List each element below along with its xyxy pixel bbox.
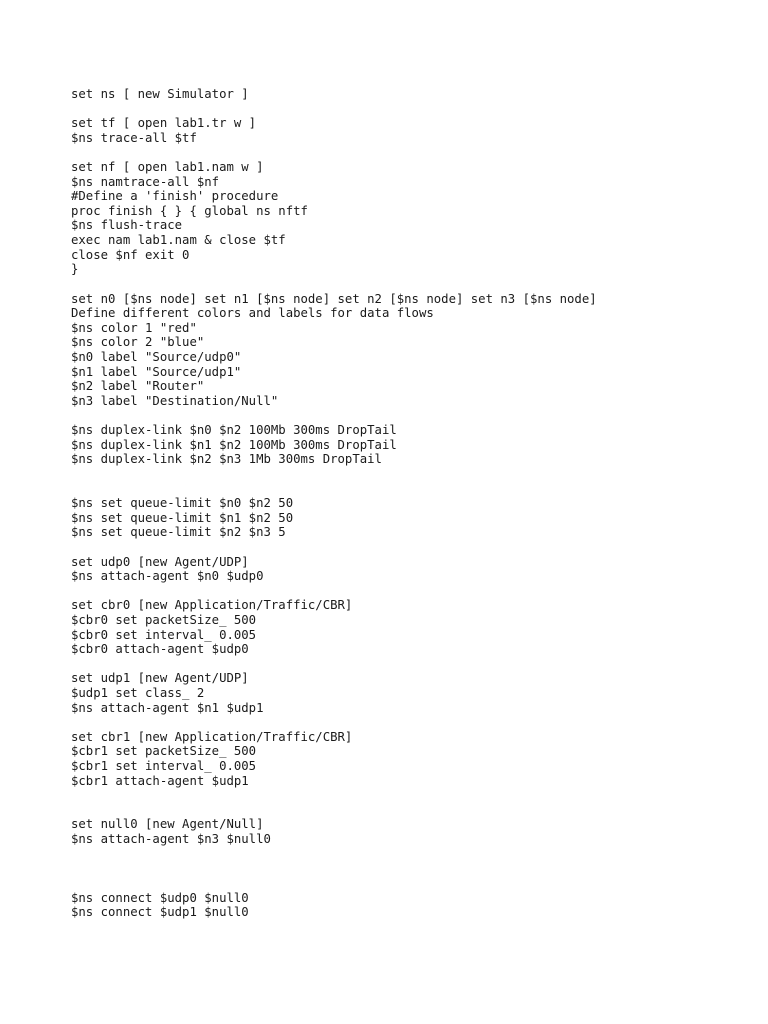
code-line: proc finish { } { global ns nftf — [71, 203, 308, 218]
code-line: $ns trace-all $tf — [71, 130, 197, 145]
code-line: $ns set queue-limit $n1 $n2 50 — [71, 510, 294, 525]
code-line: $ns attach-agent $n3 $null0 — [71, 832, 271, 847]
blank-line — [71, 876, 751, 891]
code-line: set cbr1 [new Application/Traffic/CBR] — [71, 729, 353, 744]
code-line: set ns [ new Simulator ] — [71, 87, 249, 101]
code-line: $ns duplex-link $n0 $n2 100Mb 300ms DropTail — [71, 423, 397, 438]
blank-line — [71, 467, 751, 482]
code-line: $ns connect $udp1 $null0 — [71, 905, 249, 920]
code-line: $ns duplex-link $n1 $n2 100Mb 300ms DropTail — [71, 437, 397, 452]
code-line: set udp0 [new Agent/UDP] — [71, 554, 249, 569]
blank-line — [71, 145, 751, 160]
blank-line — [71, 715, 751, 730]
blank-line — [71, 277, 751, 292]
code-line: #Define a 'finish' procedure — [71, 189, 279, 204]
blank-line — [71, 481, 751, 496]
blank-line — [71, 788, 751, 803]
code-line: $ns color 1 "red" — [71, 320, 197, 335]
code-line: close $nf exit 0 — [71, 247, 190, 262]
code-line: $ns color 2 "blue" — [71, 335, 205, 350]
code-listing — [71, 87, 751, 920]
blank-line — [71, 408, 751, 423]
code-line: Define different colors and labels for data flows — [71, 306, 434, 321]
code-line: } — [71, 262, 79, 277]
code-line: $ns attach-agent $n1 $udp1 — [71, 700, 264, 715]
code-line: $cbr0 set packetSize_ 500 — [71, 612, 257, 627]
code-line: set n0 [$ns node] set n1 [$ns node] set n2 [$ns node] set n3 [$ns node] — [71, 291, 597, 306]
code-line: $n2 label "Router" — [71, 379, 205, 394]
code-line: $cbr1 set packetSize_ 500 — [71, 744, 257, 759]
blank-line — [71, 861, 751, 876]
code-line: set udp1 [new Agent/UDP] — [71, 671, 249, 686]
code-line: set nf [ open lab1.nam w ] — [71, 160, 264, 175]
code-line: $cbr1 attach-agent $udp1 — [71, 773, 249, 788]
code-line: set cbr0 [new Application/Traffic/CBR] — [71, 598, 353, 613]
code-line: $ns set queue-limit $n0 $n2 50 — [71, 496, 294, 511]
blank-line — [71, 803, 751, 818]
blank-line — [71, 102, 751, 117]
code-line: $ns flush-trace — [71, 218, 183, 233]
code-line: $cbr0 attach-agent $udp0 — [71, 642, 249, 657]
code-line: $udp1 set class_ 2 — [71, 685, 205, 700]
code-line: $ns set queue-limit $n2 $n3 5 — [71, 525, 286, 540]
blank-line — [71, 540, 751, 555]
code-line: $ns duplex-link $n2 $n3 1Mb 300ms DropTail — [71, 452, 382, 467]
blank-line — [71, 657, 751, 672]
blank-line — [71, 847, 751, 862]
code-line: $cbr1 set interval_ 0.005 — [71, 759, 257, 774]
code-line: $cbr0 set interval_ 0.005 — [71, 627, 257, 642]
code-line: $ns namtrace-all $nf — [71, 174, 220, 189]
code-line: $n0 label "Source/udp0" — [71, 349, 242, 364]
code-line: $n1 label "Source/udp1" — [71, 364, 242, 379]
blank-line — [71, 584, 751, 599]
code-line: $ns connect $udp0 $null0 — [71, 890, 249, 905]
code-line: exec nam lab1.nam & close $tf — [71, 233, 286, 248]
code-line: set tf [ open lab1.tr w ] — [71, 116, 257, 131]
code-line: $ns attach-agent $n0 $udp0 — [71, 569, 264, 584]
code-line: set null0 [new Agent/Null] — [71, 817, 264, 832]
code-line: $n3 label "Destination/Null" — [71, 393, 279, 408]
